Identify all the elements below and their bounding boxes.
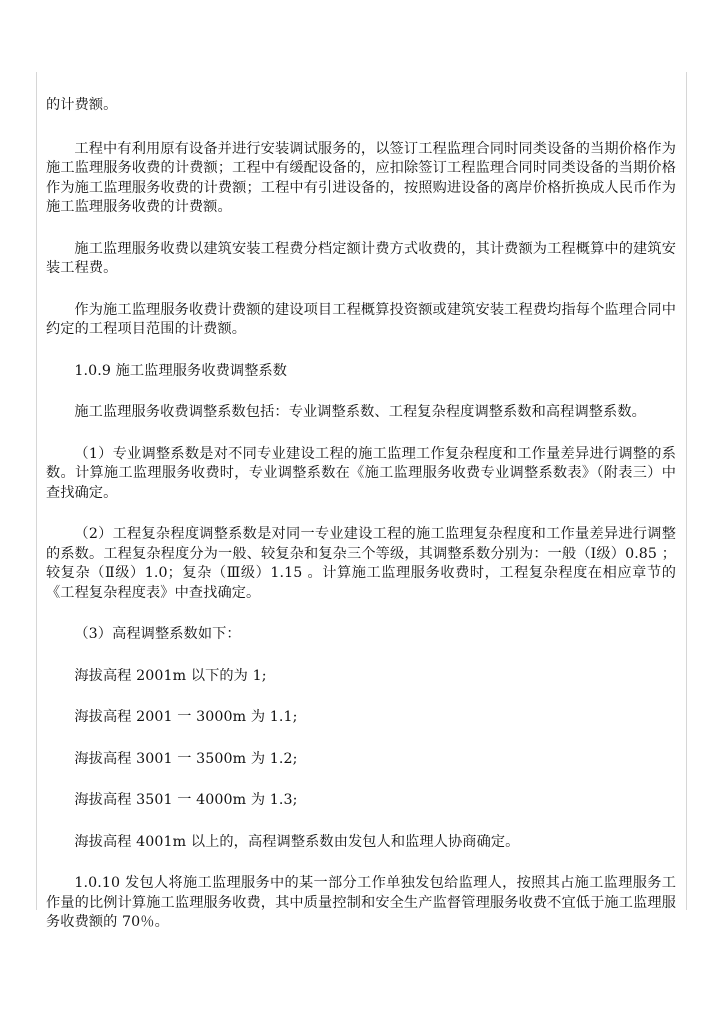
right-margin-line (686, 72, 687, 910)
elevation-item-2001-3000: 海拔高程 2001 一 3000m 为 1.1; (74, 709, 298, 725)
paragraph-continuation: 的计费额。 (46, 97, 118, 113)
paragraph-complexity-coefficient: （2）工程复杂程度调整系数是对同一专业建设工程的施工监理复杂程度和工作量差异进行调整的系数。工程复杂程度分为一般、较复杂和复杂三个等级，其调整系数分别为：一般（Ⅰ级）0.85 ；较复杂（Ⅱ级）1.0；复杂（Ⅲ级）1.15 。计算施工监理服务收费时，工程复杂程度在相应章节的《工程复杂程度表》中查找确定。 (46, 526, 676, 601)
section-1-0-10-partial-contract: 1.0.10 发包人将施工监理服务中的某一部分工作单独发包给监理人，按照其占施工监理服务工作量的比例计算施工监理服务收费，其中质量控制和安全生产监督管理服务收费不宜低于施工监理服务收费额的 70％。 (46, 875, 676, 930)
paragraph-adjustment-coefficients: 施工监理服务收费调整系数包括：专业调整系数、工程复杂程度调整系数和高程调整系数。 (74, 404, 646, 420)
elevation-item-3001-3500: 海拔高程 3001 一 3500m 为 1.2; (74, 750, 298, 767)
paragraph-elevation-coefficient-intro: （3）高程调整系数如下： (74, 626, 241, 642)
paragraph-fee-basis-scope: 作为施工监理服务收费计费额的建设项目工程概算投资额或建筑安装工程费均指每个监理合同中约定的工程项目范围的计费额。 (46, 301, 676, 337)
paragraph-equipment-fee-basis: 工程中有利用原有设备并进行安装调试服务的，以签订工程监理合同时同类设备的当期价格作为施工监理服务收费的计费额；工程中有缓配设备的，应扣除签订工程监理合同时同类设备的当期价格作为施工监理服务收费的计费额；工程中有引进设备的，按照购进设备的离岸价格折换成人民币作为施工监理服务收费的计费额。 (46, 140, 676, 215)
elevation-item-below-2001: 海拔高程 2001m 以下的为 1; (74, 667, 267, 684)
elevation-item-3501-4000: 海拔高程 3501 一 4000m 为 1.3; (74, 792, 298, 808)
section-heading-1-0-9: 1.0.9 施工监理服务收费调整系数 (74, 362, 288, 379)
paragraph-construction-install-fee: 施工监理服务收费以建筑安装工程费分档定额计费方式收费的，其计费额为工程概算中的建筑安装工程费。 (46, 240, 676, 276)
left-margin-line (36, 72, 37, 910)
elevation-item-above-4001: 海拔高程 4001m 以上的，高程调整系数由发包人和监理人协商确定。 (74, 833, 520, 850)
paragraph-professional-coefficient: （1）专业调整系数是对不同专业建设工程的施工监理工作复杂程度和工作量差异进行调整的系数。计算施工监理服务收费时，专业调整系数在《施工监理服务收费专业调整系数表》（附表三）中查找确定。 (46, 445, 676, 501)
document-body (46, 96, 676, 955)
